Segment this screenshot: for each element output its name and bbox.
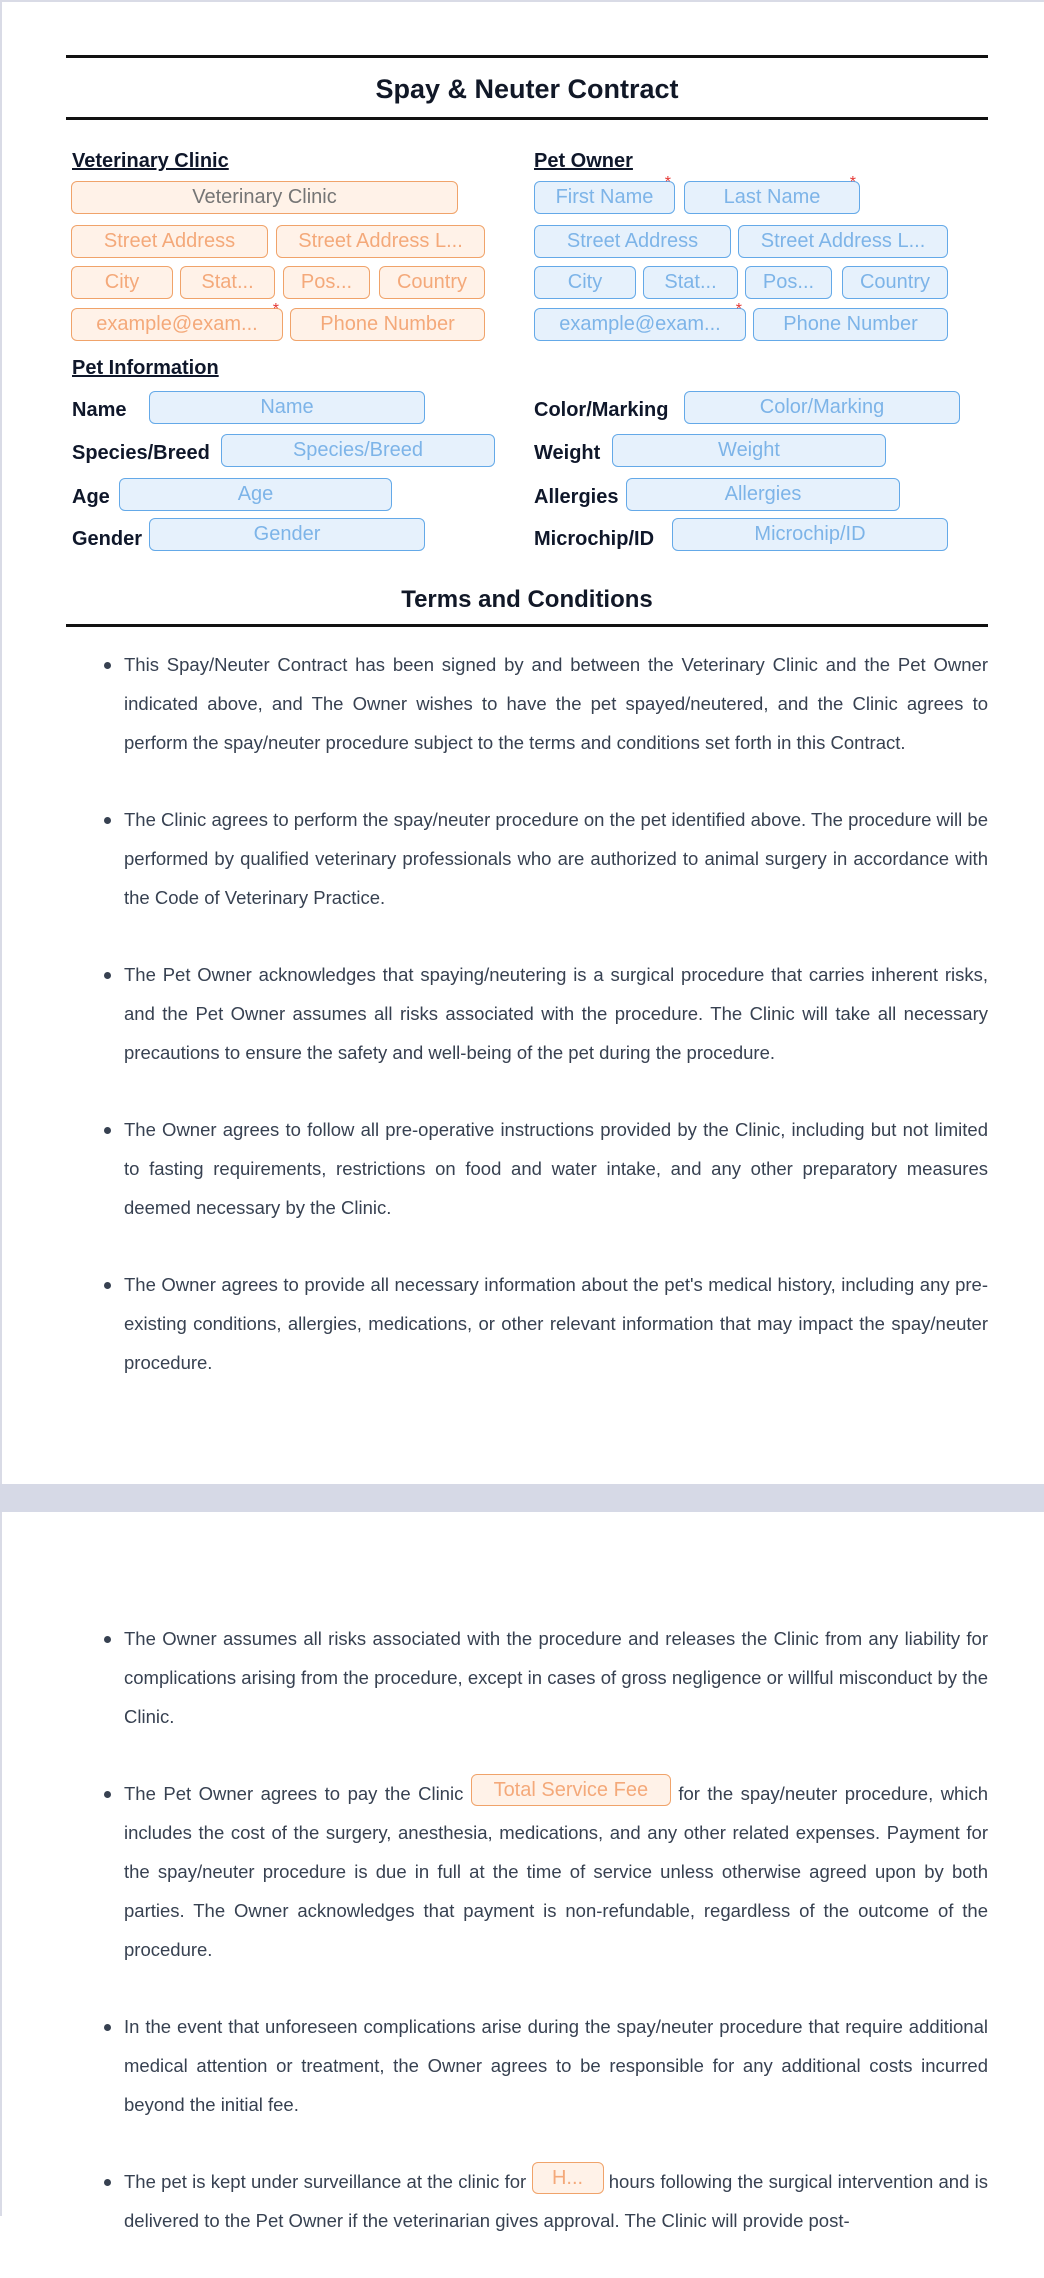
term-fee-text-after: for the spay/neuter procedure, which includes the cost of the surgery, anesthesia, medications, and any other related expenses. Payment for the spay/neuter procedure is due in full at the time of service unless otherwise agreed upon by both parties. The Owner acknowledges that payment is non-refundable, regardless of the outcome of the procedure. — [124, 1783, 988, 1960]
hours-input[interactable]: H... — [532, 2162, 604, 2194]
pet-gender-input[interactable]: Gender — [149, 518, 425, 551]
term-item: The Owner agrees to follow all pre-operative instructions provided by the Clinic, including but not limited to fasting requirements, restrictions on food and water intake, and any other preparatory measures deemed necessary by the Clinic. — [66, 1110, 988, 1227]
pet-name-label: Name — [72, 399, 127, 421]
owner-heading: Pet Owner — [534, 150, 633, 172]
pet-weight-input[interactable]: Weight — [612, 434, 886, 467]
term-item: This Spay/Neuter Contract has been signed by and between the Veterinary Clinic and the Pet Owner indicated above, and The Owner wishes to have the pet spayed/neutered, and the Clinic agrees to perform the spay/neuter procedure subject to the terms and conditions set forth in this Contract. — [66, 645, 988, 762]
total-service-fee-input[interactable]: Total Service Fee — [471, 1774, 671, 1806]
clinic-email-placeholder: example@exam... — [96, 313, 258, 335]
term-item-fee — [66, 1774, 988, 1969]
clinic-street-address-input[interactable]: Street Address — [71, 225, 268, 258]
pet-info-heading: Pet Information — [72, 357, 219, 379]
owner-phone-input[interactable]: Phone Number — [753, 308, 948, 341]
pet-microchip-label: Microchip/ID — [534, 528, 655, 550]
pet-age-label: Age — [72, 486, 110, 508]
owner-last-name-placeholder: Last Name — [723, 186, 821, 208]
term-item: The Clinic agrees to perform the spay/neuter procedure on the pet identified above. The procedure will be performed by qualified veterinary professionals who are authorized to animal surgery in accordance with the Code of Veterinary Practice. — [66, 800, 988, 917]
title-bottom-rule — [66, 117, 988, 120]
clinic-street-address-line2-input[interactable]: Street Address L... — [276, 225, 485, 258]
clinic-name-input[interactable] — [71, 181, 458, 214]
title-top-rule — [66, 55, 988, 58]
clinic-country-input[interactable]: Country — [379, 266, 485, 299]
clinic-state-input[interactable]: Stat... — [180, 266, 275, 299]
terms-list-page-2 — [66, 1619, 988, 2278]
terms-rule — [66, 624, 988, 627]
clinic-email-input[interactable] — [71, 308, 283, 341]
contract-page-2 — [0, 1512, 1044, 2231]
owner-street-address-input[interactable]: Street Address — [534, 225, 731, 258]
clinic-heading: Veterinary Clinic — [72, 150, 229, 172]
term-item: In the event that unforeseen complications arise during the spay/neuter procedure that require additional medical attention or treatment, the Owner agrees to be responsible for any additional costs incurred beyond the initial fee. — [66, 2007, 988, 2124]
clinic-city-input[interactable]: City — [71, 266, 173, 299]
pet-microchip-input[interactable]: Microchip/ID — [672, 518, 948, 551]
pet-allergies-label: Allergies — [534, 486, 619, 508]
owner-state-input[interactable]: Stat... — [643, 266, 738, 299]
owner-country-input[interactable]: Country — [842, 266, 948, 299]
pet-weight-label: Weight — [534, 442, 601, 464]
owner-email-input[interactable] — [534, 308, 746, 341]
term-hours-text-before: The pet is kept under surveillance at the clinic for — [124, 2171, 532, 2192]
term-item: The Pet Owner acknowledges that spaying/neutering is a surgical procedure that carries inherent risks, and the Pet Owner assumes all risks associated with the procedure. The Clinic will take all necessary precautions to ensure the safety and well-being of the pet during the procedure. — [66, 955, 988, 1072]
terms-list-page-1 — [66, 645, 988, 1420]
owner-postal-input[interactable]: Pos... — [745, 266, 832, 299]
owner-street-address-line2-input[interactable]: Street Address L... — [738, 225, 948, 258]
owner-first-name-placeholder: First Name — [555, 186, 654, 208]
term-item: The Owner assumes all risks associated with the procedure and releases the Clinic from any liability for complications arising from the procedure, except in cases of gross negligence or willful misconduct by the Clinic. — [66, 1619, 988, 1736]
terms-heading: Terms and Conditions — [401, 586, 653, 613]
page-separator — [0, 1484, 1044, 1512]
owner-first-name-input[interactable] — [534, 181, 675, 214]
pet-allergies-input[interactable]: Allergies — [626, 478, 900, 511]
pet-gender-label: Gender — [72, 528, 143, 550]
pet-age-input[interactable]: Age — [119, 478, 392, 511]
term-fee-text-before: The Pet Owner agrees to pay the Clinic — [124, 1783, 471, 1804]
term-item: The Owner agrees to provide all necessary information about the pet's medical history, including any pre-existing conditions, allergies, medications, or other relevant information that may impact the spay/neuter procedure. — [66, 1265, 988, 1382]
owner-email-placeholder: example@exam... — [559, 313, 721, 335]
document-title: Spay & Neuter Contract — [375, 74, 679, 104]
pet-color-label: Color/Marking — [534, 399, 669, 421]
pet-species-input[interactable]: Species/Breed — [221, 434, 495, 467]
clinic-phone-input[interactable]: Phone Number — [290, 308, 485, 341]
pet-name-input[interactable]: Name — [149, 391, 425, 424]
term-hours-text-after: hours following the surgical intervention and is delivered to the Pet Owner if the veterinarian gives approval. The Clinic will provide post- — [124, 2171, 988, 2231]
pet-species-label: Species/Breed — [72, 442, 210, 464]
clinic-postal-input[interactable]: Pos... — [283, 266, 370, 299]
owner-last-name-input[interactable] — [684, 181, 860, 214]
pet-color-input[interactable]: Color/Marking — [684, 391, 960, 424]
term-item-hours — [66, 2162, 988, 2240]
owner-city-input[interactable]: City — [534, 266, 636, 299]
